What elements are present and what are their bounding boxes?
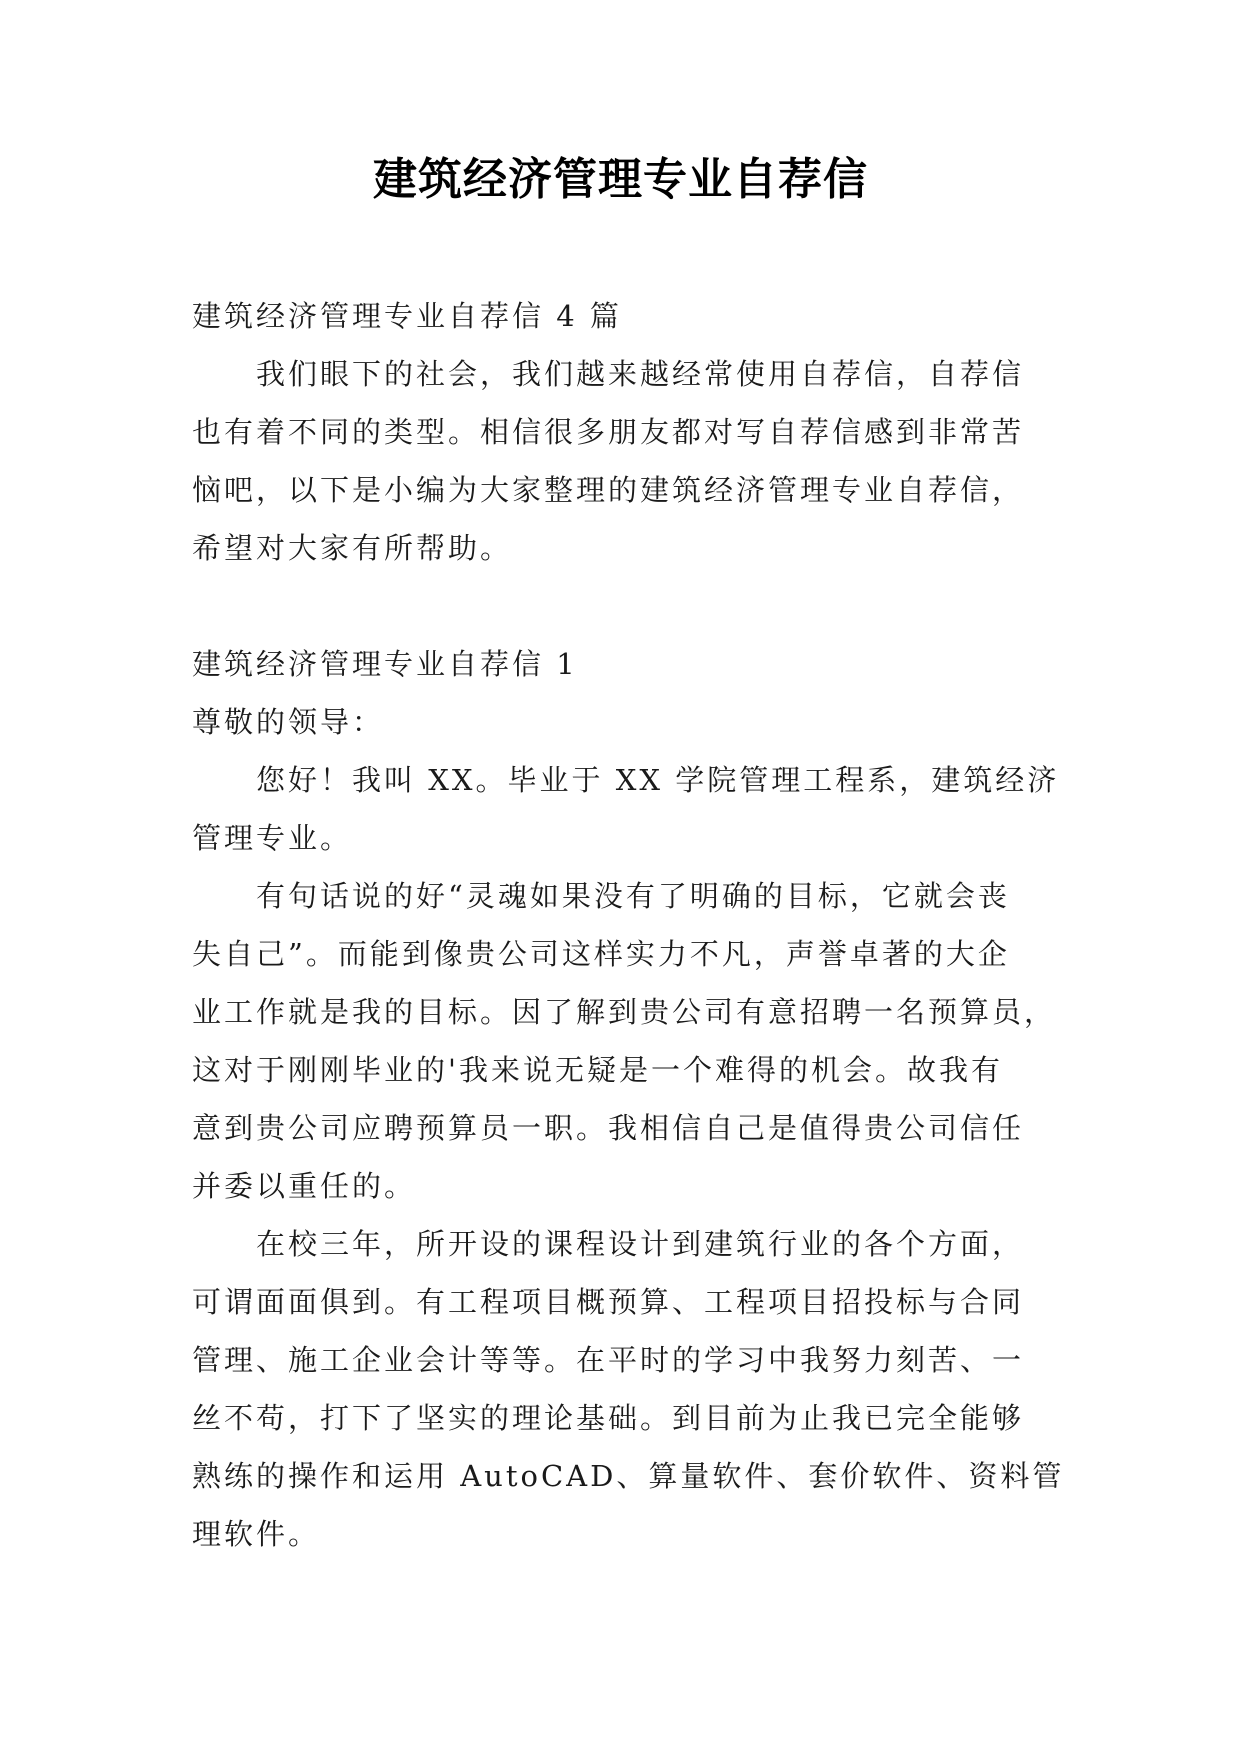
paragraph-line: 理软件。 [192, 1517, 321, 1551]
paragraph-line: 意到贵公司应聘预算员一职。我相信自己是值得贵公司信任 [192, 1111, 1025, 1145]
paragraph-line: 并委以重任的。 [192, 1169, 417, 1203]
paragraph-line: 管理专业。 [192, 821, 353, 855]
paragraph-line: 也有着不同的类型。相信很多朋友都对写自荐信感到非常苦 [192, 415, 1025, 449]
paragraph-gap [192, 577, 1052, 635]
paragraph-line: 失自己”。而能到像贵公司这样实力不凡，声誉卓著的大企 [192, 937, 1010, 971]
paragraph-line: 我们眼下的社会，我们越来越经常使用自荐信，自荐信 [256, 357, 1025, 391]
paragraph-line: 这对于刚刚毕业的'我来说无疑是一个难得的机会。故我有 [192, 1053, 1003, 1087]
paragraph-line: 希望对大家有所帮助。 [192, 531, 513, 565]
section-heading: 建筑经济管理专业自荐信 1 [192, 647, 578, 681]
paragraph-line: 您好！我叫 XX。毕业于 XX 学院管理工程系，建筑经济 [256, 763, 1060, 797]
paragraph-line: 可谓面面俱到。有工程项目概预算、工程项目招投标与合同 [192, 1285, 1025, 1319]
document-title: 建筑经济管理专业自荐信 [373, 154, 868, 205]
document-body [192, 287, 1065, 1563]
paragraph-line: 在校三年，所开设的课程设计到建筑行业的各个方面， [256, 1227, 1025, 1261]
paragraph-line: 管理、施工企业会计等等。在平时的学习中我努力刻苦、一 [192, 1343, 1025, 1377]
paragraph-line: 有句话说的好“灵魂如果没有了明确的目标，它就会丧 [256, 879, 1010, 913]
paragraph-line: 丝不苟，打下了坚实的理论基础。到目前为止我已完全能够 [192, 1401, 1025, 1435]
paragraph-line: 业工作就是我的目标。因了解到贵公司有意招聘一名预算员， [192, 995, 1057, 1029]
paragraph-line: 恼吧，以下是小编为大家整理的建筑经济管理专业自荐信， [192, 473, 1025, 507]
salutation: 尊敬的领导： [192, 705, 385, 739]
paragraph-line: 熟练的操作和运用 AutoCAD、算量软件、套价软件、资料管 [192, 1459, 1065, 1493]
section-heading: 建筑经济管理专业自荐信 4 篇 [192, 299, 622, 333]
